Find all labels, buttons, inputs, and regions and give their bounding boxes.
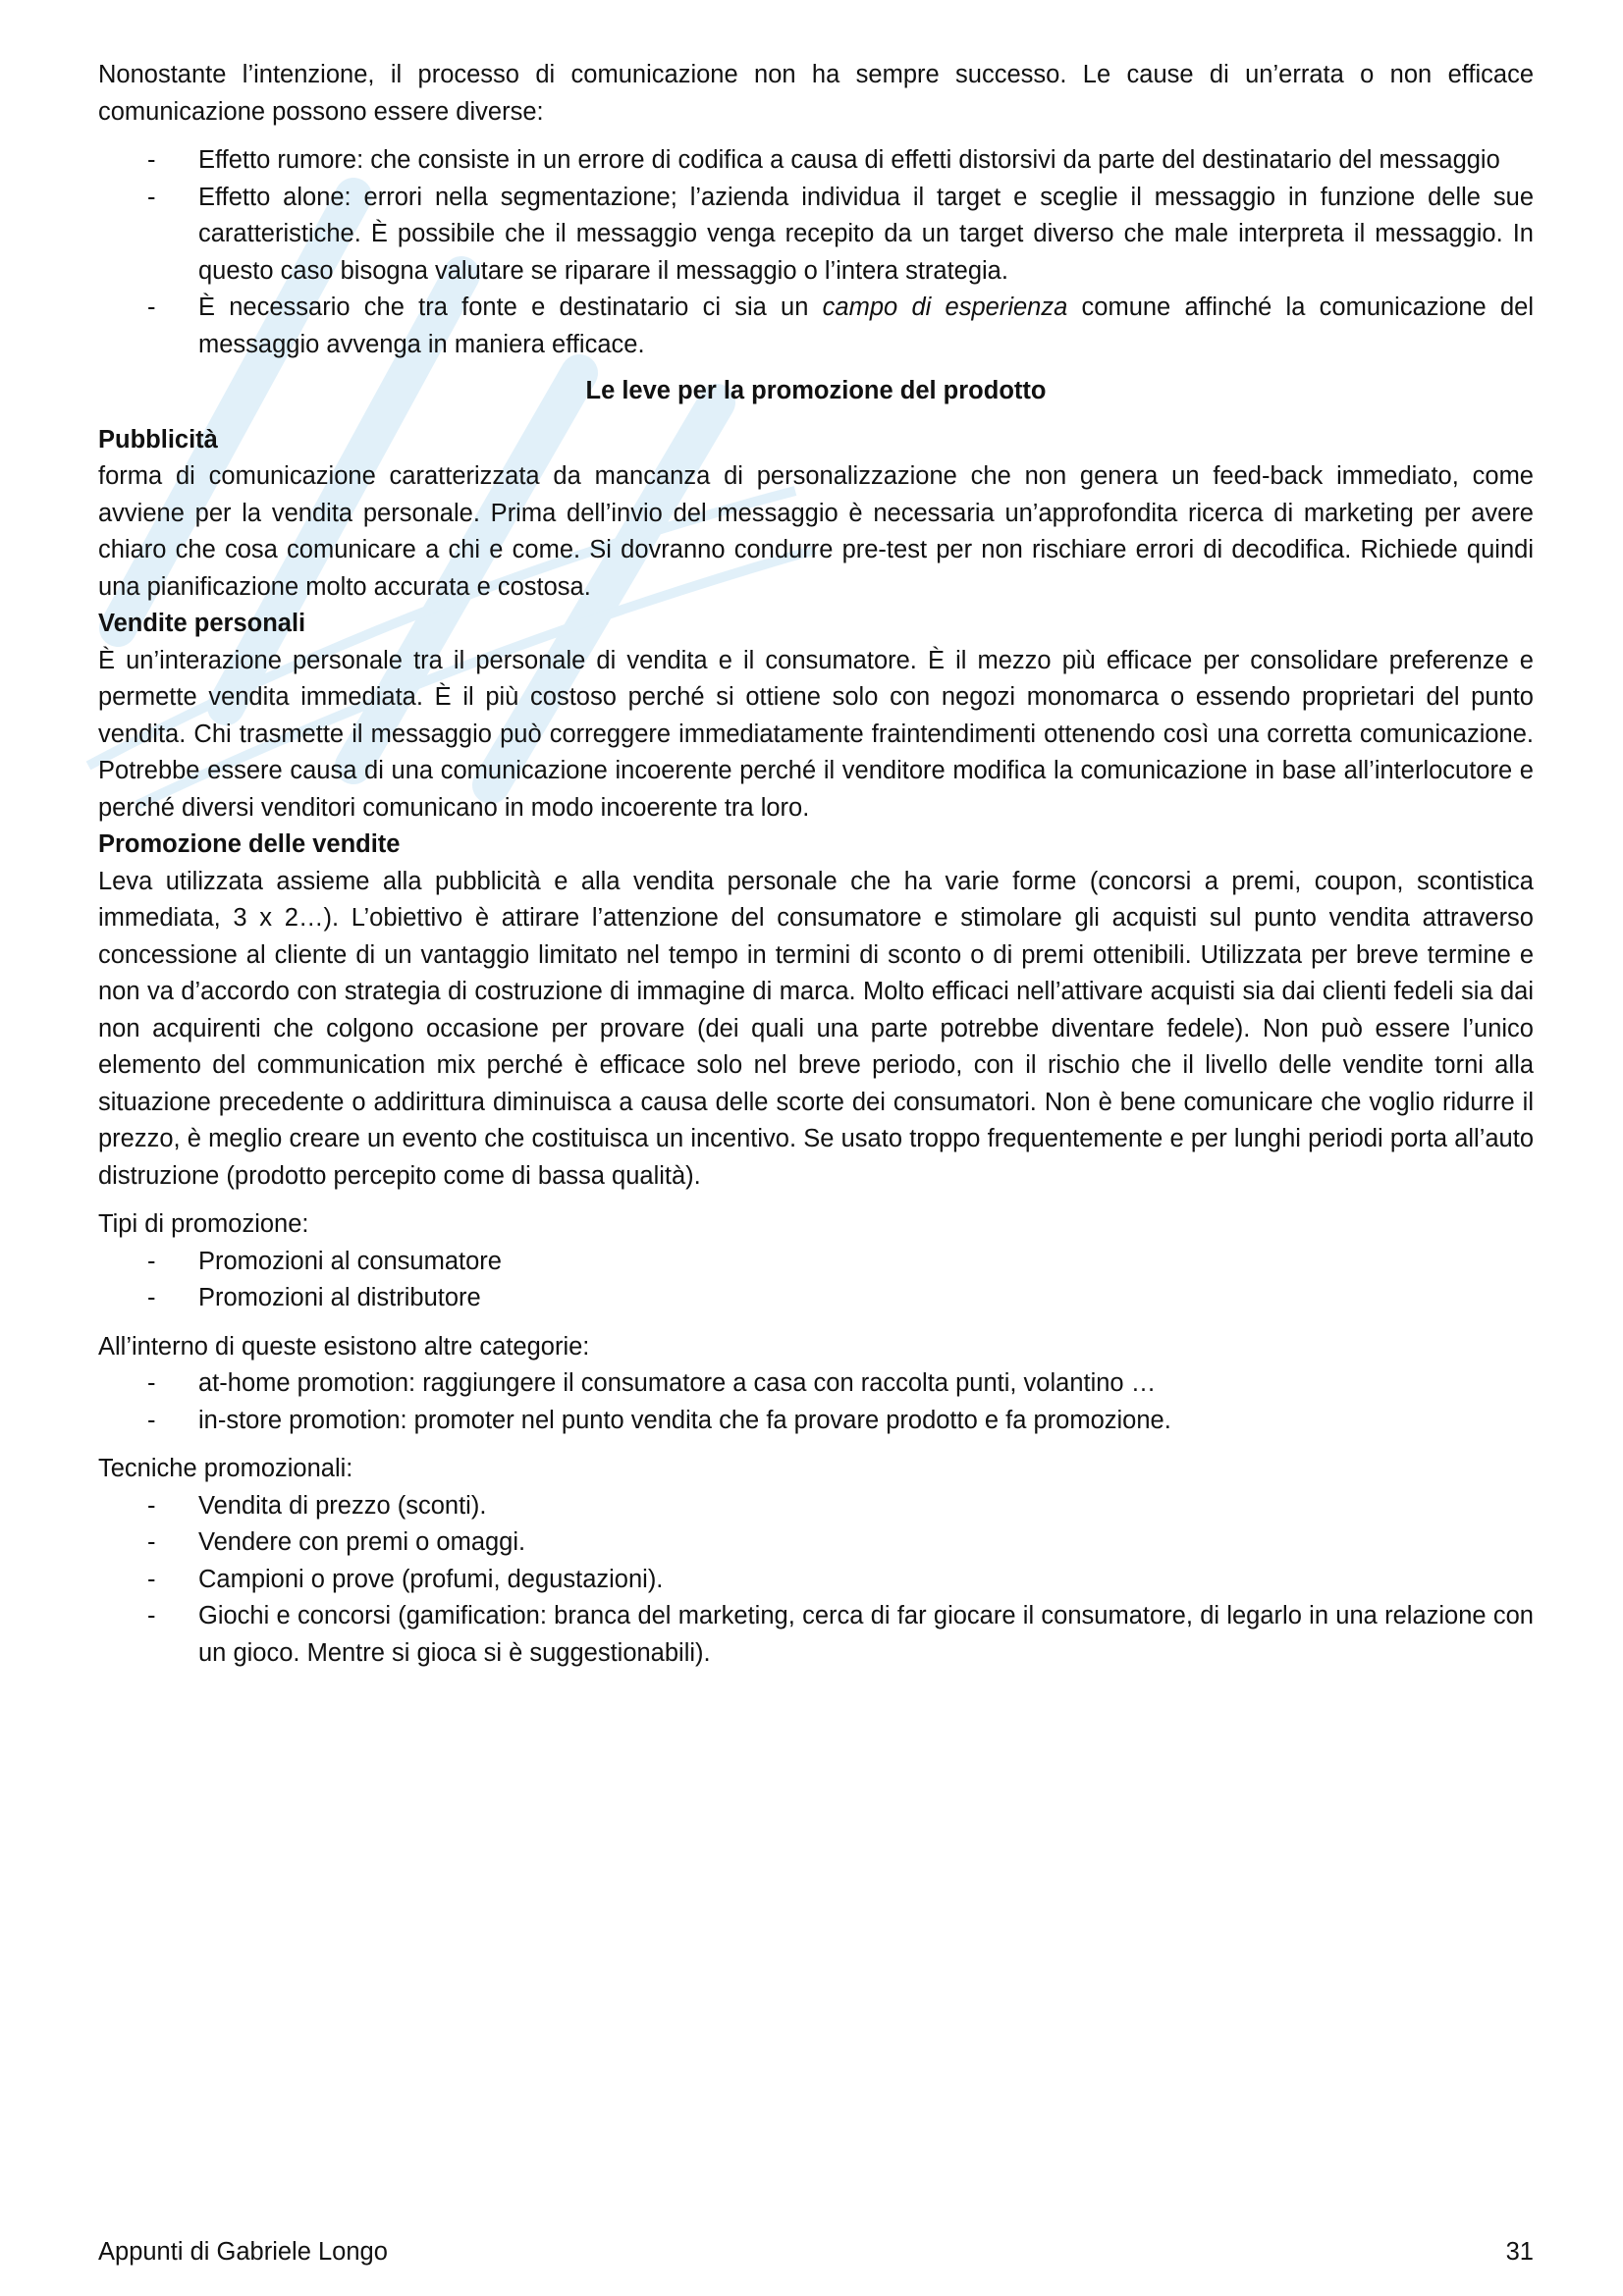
tecniche-label: Tecniche promozionali: (98, 1455, 353, 1482)
list-dash: - (147, 1565, 156, 1593)
list-item (98, 1365, 1534, 1403)
list-item-text: Vendita di prezzo (sconti). (198, 1491, 487, 1520)
list-dash: - (147, 294, 156, 321)
page-footer (98, 2238, 1534, 2267)
tipi-label: Tipi di promozione: (98, 1210, 309, 1238)
list-dash: - (147, 183, 156, 211)
list-dash: - (147, 1602, 156, 1629)
list-item-text: Giochi e concorsi (gamification: branca del marketing, cerca di far giocare il consumatore, di legarlo in una relazione con un gioco. Mentre si gioca si è suggestionabili). (198, 1602, 1534, 1667)
list-item (98, 1244, 1534, 1281)
categorie-list (98, 1365, 1534, 1439)
list-item (98, 1562, 1534, 1599)
promozione-text: Leva utilizzata assieme alla pubblicità e alla vendita personale che ha varie forme (concorsi a premi, coupon, scontistica immediata, 3 x 2…). L’obiettivo è attirare l’attenzione del consumatore e stimolare gli acquisti sul punto vendita attraverso concessione al cliente di un vantaggio limitato nel tempo in termini di sconto o di premi ottenibili. Utilizzata per breve termine e non va d’accordo con strategia di costruzione di immagine di marca. Molto efficaci nell’attivare acquisti sia dai clienti fedeli sia dai non acquirenti che colgono occasione per provare (dei quali una parte potrebbe diventare fedele). Non può essere l’unico elemento del communication mix perché è efficace solo nel breve periodo, con il rischio che il livello delle vendite torni alla situazione precedente o addirittura diminuisca a causa delle scorte dei consumatori. Non è bene comunicare che voglio ridurre il prezzo, è meglio creare un evento che costituisca un incentivo. Se usato troppo frequentemente e per lunghi periodi porta all’auto distruzione (prodotto percepito come di bassa qualità). (98, 867, 1534, 1190)
causes-list (98, 142, 1534, 363)
vendite-text: È un’interazione personale tra il personale di vendita e il consumatore. È il mezzo più efficace per consolidare preferenze e permette vendita immediata. È il più costoso perché si ottiene solo con negozi monomarca o essendo proprietari del punto vendita. Chi trasmette il messaggio può correggere immediatamente fraintendimenti ottenendo così una corretta comunicazione. Potrebbe essere causa di una comunicazione incoerente perché il venditore modifica la comunicazione in base all’interlocutore e perché diversi venditori comunicano in modo incoerente tra loro. (98, 646, 1534, 822)
list-item-text: in-store promotion: promoter nel punto vendita che fa provare prodotto e fa promozione. (198, 1406, 1171, 1434)
list-item-text: Vendere con premi o omaggi. (198, 1528, 526, 1556)
tipi-list (98, 1244, 1534, 1317)
list-item-text: Effetto rumore: che consiste in un errore di codifica a causa di effetti distorsivi da parte del destinatario del messaggio (198, 146, 1500, 174)
promozione-heading: Promozione delle vendite (98, 830, 401, 858)
list-dash: - (147, 1491, 156, 1520)
vendite-heading: Vendite personali (98, 610, 306, 637)
pubblicita-text: forma di comunicazione caratterizzata da mancanza di personalizzazione che non genera un feed-back immediato, come avviene per la vendita personale. Prima dell’invio del messaggio è necessaria un’approfondita ricerca di marketing per avere chiaro che cosa comunicare a chi e come. Si dovranno condurre pre-test per non rischiare errori di decodifica. Richiede quindi una pianificazione molto accurata e costosa. (98, 462, 1534, 601)
intro-paragraph: Nonostante l’intenzione, il processo di comunicazione non ha sempre successo. Le cause di un’errata o non efficace comunicazione possono essere diverse: (98, 61, 1534, 126)
list-item-text: Promozioni al distributore (198, 1284, 481, 1311)
list-item (98, 1280, 1534, 1317)
list-item-text: Effetto alone: errori nella segmentazione; l’azienda individua il target e sceglie il messaggio in funzione delle sue caratteristiche. È possibile che il messaggio venga recepito da un target diverso che male interpreta il messaggio. In questo caso bisogna valutare se riparare il messaggio o l’intera strategia. (198, 183, 1534, 285)
list-item-text: Campioni o prove (profumi, degustazioni). (198, 1565, 664, 1593)
categorie-label: All’interno di queste esistono altre categorie: (98, 1332, 590, 1361)
pubblicita-heading: Pubblicità (98, 425, 218, 454)
list-item-text: Promozioni al consumatore (198, 1247, 502, 1275)
list-dash: - (147, 1369, 156, 1397)
list-item (98, 142, 1534, 180)
page-number: 31 (1505, 2238, 1534, 2266)
list-item (98, 1524, 1534, 1562)
list-item (98, 1488, 1534, 1525)
list-item-emphasis: campo di esperienza (822, 294, 1068, 321)
list-dash: - (147, 1247, 156, 1275)
list-dash: - (147, 1284, 156, 1311)
list-item-text-start: È necessario che tra fonte e destinatario ci sia un (198, 294, 823, 321)
tecniche-list (98, 1488, 1534, 1673)
document-page (98, 57, 1534, 1672)
footer-author: Appunti di Gabriele Longo (98, 2238, 388, 2266)
list-dash: - (147, 146, 156, 174)
list-item (98, 1598, 1534, 1672)
section-title: Le leve per la promozione del prodotto (585, 377, 1047, 404)
list-item (98, 1403, 1534, 1440)
list-item (98, 180, 1534, 291)
list-dash: - (147, 1528, 156, 1556)
list-dash: - (147, 1406, 156, 1434)
list-item-text-end: comune affinché la comunicazione del messaggio avvenga in maniera efficace. (198, 294, 1535, 358)
list-item (98, 290, 1534, 363)
list-item-text: at-home promotion: raggiungere il consumatore a casa con raccolta punti, volantino … (198, 1369, 1157, 1397)
